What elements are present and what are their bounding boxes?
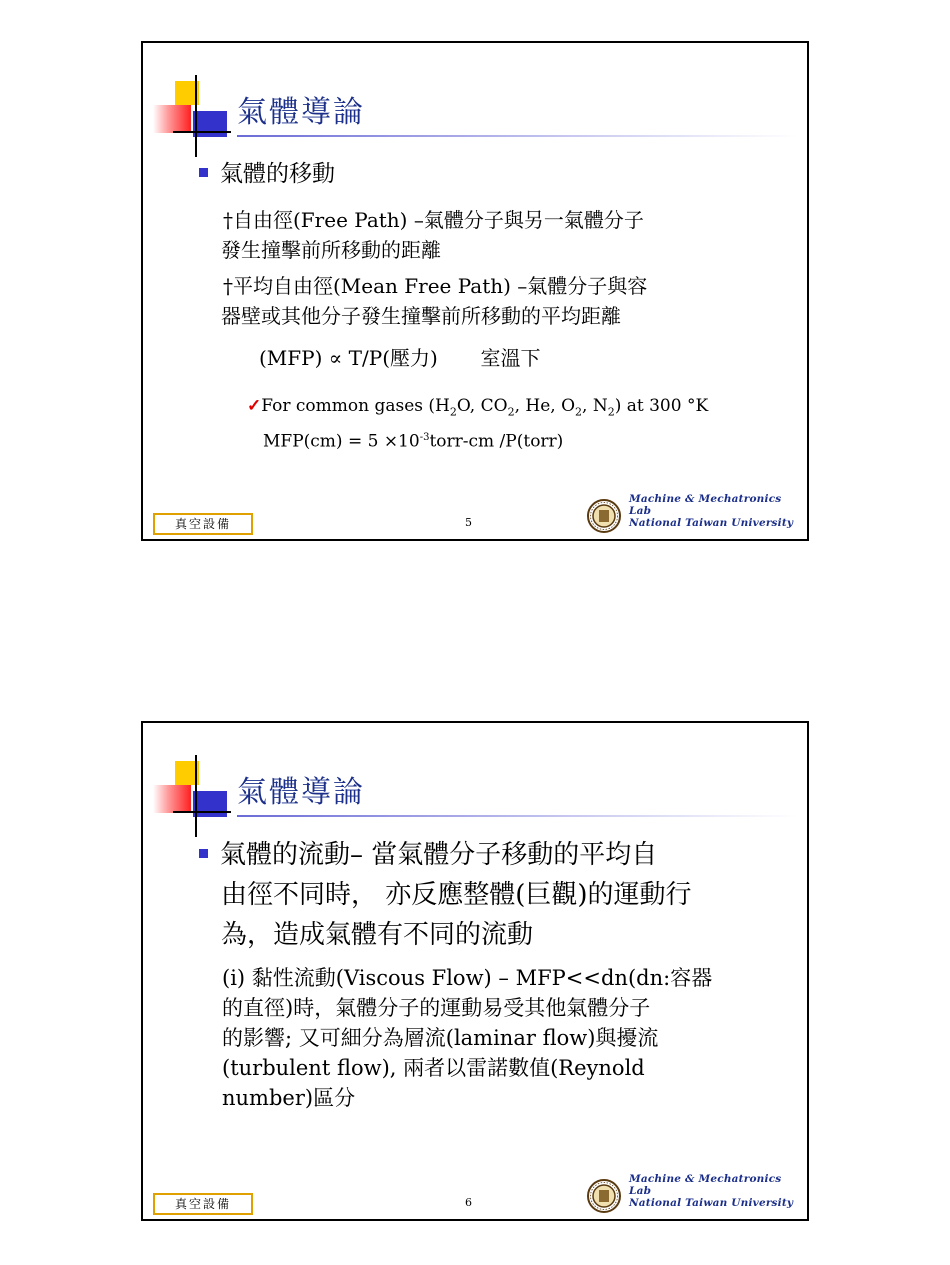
- slide-title: 氣體導論: [237, 775, 365, 810]
- text-line: 的影響; 又可細分為層流(laminar flow)與擾流: [222, 1026, 659, 1050]
- bullet-text: 氣體的移動: [220, 161, 335, 187]
- lab-credit: [629, 493, 807, 529]
- bullet-text: 由徑不同時， 亦反應整體(巨觀)的運動行: [221, 880, 692, 910]
- note-line-2: [263, 425, 708, 455]
- title-underline: [237, 135, 797, 137]
- page-number: 6: [465, 1196, 472, 1209]
- note-text: For common gases (H: [261, 396, 450, 416]
- university-seal-icon: [587, 499, 621, 533]
- text-line: (turbulent flow), 兩者以雷諾數值(Reynold: [222, 1056, 645, 1080]
- text-line: †自由徑(Free Path) –氣體分子與另一氣體分子: [223, 208, 644, 232]
- page-number: 5: [465, 516, 472, 529]
- note-text: , N: [582, 396, 608, 416]
- university-name: National Taiwan University: [629, 1197, 794, 1209]
- viscous-flow-paragraph: [222, 963, 712, 1113]
- lab-credit: [629, 1173, 807, 1209]
- footer-label: 真空設備: [153, 513, 253, 535]
- title-decoration-icon: [143, 723, 233, 798]
- bullet-square-icon: [199, 168, 208, 177]
- note-text: torr-cm /P(torr): [429, 432, 564, 453]
- bullet-item: [199, 155, 335, 188]
- mean-free-path-paragraph: [223, 271, 647, 331]
- footer-label: 真空設備: [153, 1193, 253, 1215]
- bullet-square-icon: [199, 849, 208, 858]
- text-line: †平均自由徑(Mean Free Path) –氣體分子與容: [223, 274, 648, 298]
- slide-page-6: [141, 721, 809, 1221]
- note-text: , He, O: [514, 396, 576, 416]
- superscript: -3: [419, 432, 430, 444]
- bullet-text: 為，造成氣體有不同的流動: [221, 920, 534, 950]
- university-name: National Taiwan University: [629, 517, 794, 529]
- subscript: 2: [575, 405, 583, 419]
- text-line: 器壁或其他分子發生撞擊前所移動的平均距離: [221, 304, 621, 328]
- title-decoration-icon: [143, 43, 233, 118]
- university-seal-icon: [587, 1179, 621, 1213]
- note-text: O, CO: [456, 396, 508, 416]
- lab-name: Machine & Mechatronics Lab: [629, 1173, 782, 1197]
- mfp-formula: (MFP) ∝ T/P(壓力): [259, 346, 438, 370]
- subscript: 2: [607, 405, 615, 419]
- slide-title: 氣體導論: [237, 95, 365, 130]
- note-text: MFP(cm) = 5 ×10: [263, 432, 420, 453]
- slide-page-5: [141, 41, 809, 541]
- mfp-note: 室溫下: [480, 346, 541, 370]
- free-path-paragraph: [223, 205, 644, 265]
- bullet-item: [199, 835, 692, 955]
- text-line: 發生撞擊前所移動的距離: [221, 238, 441, 262]
- text-line: (i) 黏性流動(Viscous Flow) – MFP<<dn(dn:容器: [222, 966, 713, 990]
- text-line: 的直徑)時，氣體分子的運動易受其他氣體分子: [222, 996, 651, 1020]
- note-text: ) at 300 °K: [614, 396, 709, 416]
- checkmark-icon: ✓: [247, 396, 262, 416]
- title-underline: [237, 815, 797, 817]
- mfp-formula-line: [259, 343, 541, 373]
- bullet-text: 氣體的流動– 當氣體分子移動的平均自: [220, 840, 658, 870]
- note-line-1: [247, 393, 708, 425]
- common-gases-note: [247, 393, 708, 455]
- subscript: 2: [449, 405, 457, 419]
- subscript: 2: [507, 405, 515, 419]
- lab-name: Machine & Mechatronics Lab: [629, 493, 782, 517]
- text-line: number)區分: [222, 1086, 356, 1110]
